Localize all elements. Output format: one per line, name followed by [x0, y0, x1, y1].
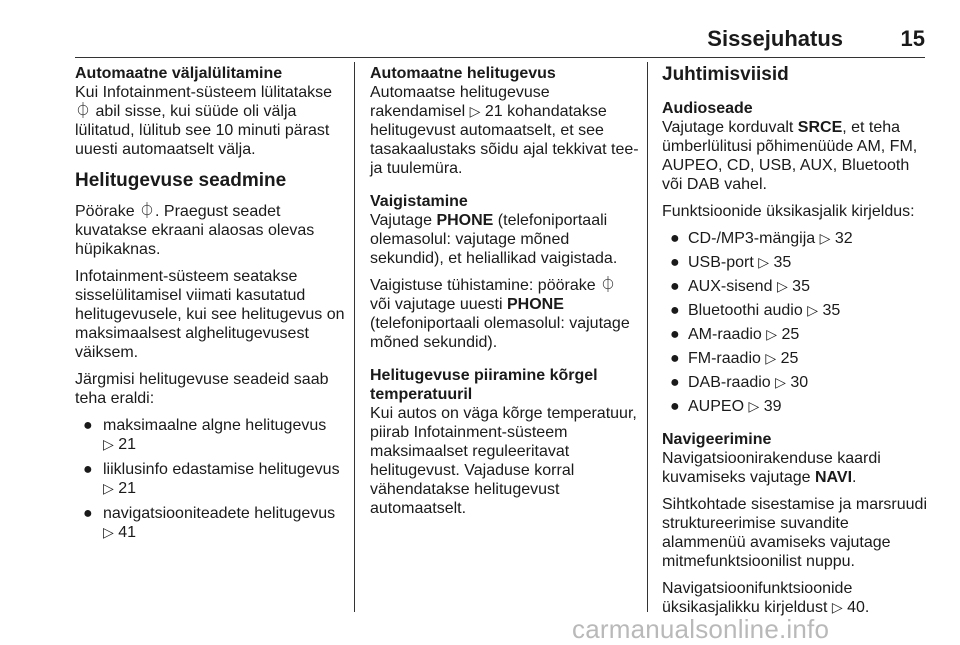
page-ref[interactable]: 21	[484, 103, 503, 120]
paragraph-navigation-3: Navigatsioonifunktsioonide üksikasjalikku kirjeldust ▷ 40.	[662, 580, 870, 616]
ref-arrow-icon: ▷	[103, 524, 114, 540]
ref-arrow-icon: ▷	[758, 254, 770, 270]
paragraph-audio: Vajutage korduvalt SRCE, et teha ümberlülitusi põhimenüüde AM, FM, AUPEO, CD, USB, AUX, Bluetooth või DAB vahel.	[662, 119, 918, 193]
list-item	[75, 416, 345, 454]
paragraph-auto-off: Kui Infotainment-süsteem lülitatakse ⏀ abil sisse, kui süüde oli välja lülitatud, lülitub see 10 minuti pärast uuesti automaatselt välja.	[75, 84, 333, 158]
page-ref[interactable]: 25	[780, 350, 799, 367]
page-ref[interactable]: 21	[118, 480, 137, 497]
srce-key: SRCE	[797, 119, 843, 136]
bullet-icon: ●	[670, 350, 680, 367]
page-number: 15	[900, 26, 925, 51]
paragraph-temperature: Kui autos on väga kõrge temperatuur, piirab Infotainment-süsteem maksimaalset reguleeritavat helitugevust. Vajaduse korral vähendatakse helitugevust automaatselt.	[370, 405, 637, 517]
paragraph-volume-3: Järgmisi helitugevuse seadeid saab teha eraldi:	[75, 371, 329, 407]
audio-sources-list	[662, 229, 932, 416]
paragraph-unmute: Vaigistuse tühistamine: pöörake ⏀ või vajutage uuesti PHONE (telefoniportaali olemasolul: vajutage mõned sekundid).	[370, 277, 630, 351]
ref-arrow-icon: ▷	[819, 230, 831, 246]
watermark: carmanualsonline.info	[572, 614, 830, 644]
list-item: ● CD-/MP3-mängija ▷ 32	[670, 230, 853, 247]
paragraph-volume-1: Pöörake ⏀. Praegust seadet kuvatakse ekraani alaosas olevas hüpikaknas.	[75, 203, 315, 258]
ref-arrow-icon: ▷	[831, 599, 843, 615]
navi-key: NAVI	[814, 469, 853, 486]
paragraph-navigation-2: Sihtkohtade sisestamise ja marsruudi struktureerimise suvandite alammenüü avamiseks vajutage mitmefunktsioonilist nuppu.	[662, 496, 928, 570]
page-ref[interactable]: 35	[822, 302, 841, 319]
ref-arrow-icon: ▷	[775, 374, 786, 390]
ref-arrow-icon: ▷	[807, 302, 818, 318]
page-ref[interactable]: 39	[763, 398, 782, 415]
column-divider-2	[647, 62, 648, 612]
paragraph-volume-2: Infotainment-süsteem seatakse sisselülitamisel viimati kasutatud helitugevusele, kui see helitugevus on maksimaalsest alghelitugevusest väiksem.	[75, 268, 345, 361]
column-3	[662, 64, 932, 625]
list-item-text: navigatsiooniteadete helitugevus	[103, 505, 336, 522]
page-ref[interactable]: 35	[792, 278, 810, 295]
heading-volume: Helitugevuse seadmine	[75, 170, 287, 191]
ref-arrow-icon: ▷	[103, 480, 114, 496]
phone-key: PHONE	[436, 212, 494, 229]
page-ref[interactable]: 32	[834, 230, 853, 247]
page-ref[interactable]: 30	[790, 374, 809, 391]
column-1	[75, 64, 345, 550]
ref-arrow-icon: ▷	[766, 326, 778, 342]
list-item	[75, 460, 345, 498]
list-item: ● AM-raadio ▷ 25	[670, 326, 800, 343]
page-ref[interactable]: 40.	[847, 599, 870, 616]
heading-controls: Juhtimisviisid	[662, 64, 789, 85]
bullet-icon: ●	[83, 417, 93, 434]
list-item: ● FM-raadio ▷ 25	[670, 350, 799, 367]
column-2	[370, 64, 640, 526]
bullet-icon: ●	[670, 326, 680, 343]
ref-arrow-icon: ▷	[748, 398, 760, 414]
column-divider-1	[354, 62, 355, 612]
heading-auto-volume: Automaatne helitugevus	[370, 65, 556, 82]
ref-arrow-icon: ▷	[103, 436, 114, 452]
bullet-icon: ●	[670, 302, 680, 319]
ref-arrow-icon: ▷	[765, 350, 777, 366]
paragraph-description: Funktsioonide üksikasjalik kirjeldus:	[662, 203, 915, 220]
heading-navigation: Navigeerimine	[662, 431, 772, 448]
list-item	[75, 504, 345, 542]
heading-audio: Audioseade	[662, 100, 753, 117]
list-item-text: liiklusinfo edastamise helitugevus	[103, 461, 340, 478]
page-ref[interactable]: 21	[118, 436, 137, 453]
page-ref[interactable]: 41	[118, 524, 137, 541]
page-header	[75, 26, 925, 52]
bullet-icon: ●	[83, 505, 93, 522]
list-item: ● AUX-sisend ▷ 35	[670, 278, 810, 295]
paragraph-navigation-1: Navigatsioonirakenduse kaardi kuvamiseks vajutage NAVI.	[662, 450, 881, 486]
list-item-text: maksimaalne algne helitugevus	[103, 417, 327, 434]
phone-key: PHONE	[506, 296, 564, 313]
paragraph-mute: Vajutage PHONE (telefoniportaali olemasolul: vajutage mõned sekundid), et heliallikad vaigistada.	[370, 212, 618, 267]
ref-arrow-icon: ▷	[469, 103, 481, 119]
bullet-icon: ●	[670, 230, 680, 247]
paragraph-auto-volume: Automaatse helitugevuse rakendamisel ▷ 21 kohandatakse helitugevust automaatselt, et see tasakaalustaks sõidu ajal tekkivat tee- ja tuulemüra.	[370, 84, 639, 177]
bullet-icon: ●	[670, 398, 680, 415]
page-title: Sissejuhatus	[707, 26, 843, 51]
bullet-icon: ●	[670, 278, 680, 295]
ref-arrow-icon: ▷	[776, 278, 788, 294]
list-item: ● Bluetoothi audio ▷ 35	[670, 302, 841, 319]
list-item: ● DAB-raadio ▷ 30	[670, 374, 809, 391]
page-ref[interactable]: 25	[781, 326, 800, 343]
bullet-icon: ●	[670, 374, 680, 391]
heading-auto-off: Automaatne väljalülitamine	[75, 65, 283, 82]
bullet-icon: ●	[670, 254, 680, 271]
heading-temperature: Helitugevuse piiramine kõrgel temperatuuril	[370, 367, 598, 403]
list-item: ● AUPEO ▷ 39	[670, 398, 782, 415]
list-item: ● USB-port ▷ 35	[670, 254, 792, 271]
page-ref[interactable]: 35	[773, 254, 792, 271]
header-rule	[75, 57, 925, 58]
heading-mute: Vaigistamine	[370, 193, 468, 210]
volume-settings-list	[75, 416, 345, 542]
bullet-icon: ●	[83, 461, 93, 478]
